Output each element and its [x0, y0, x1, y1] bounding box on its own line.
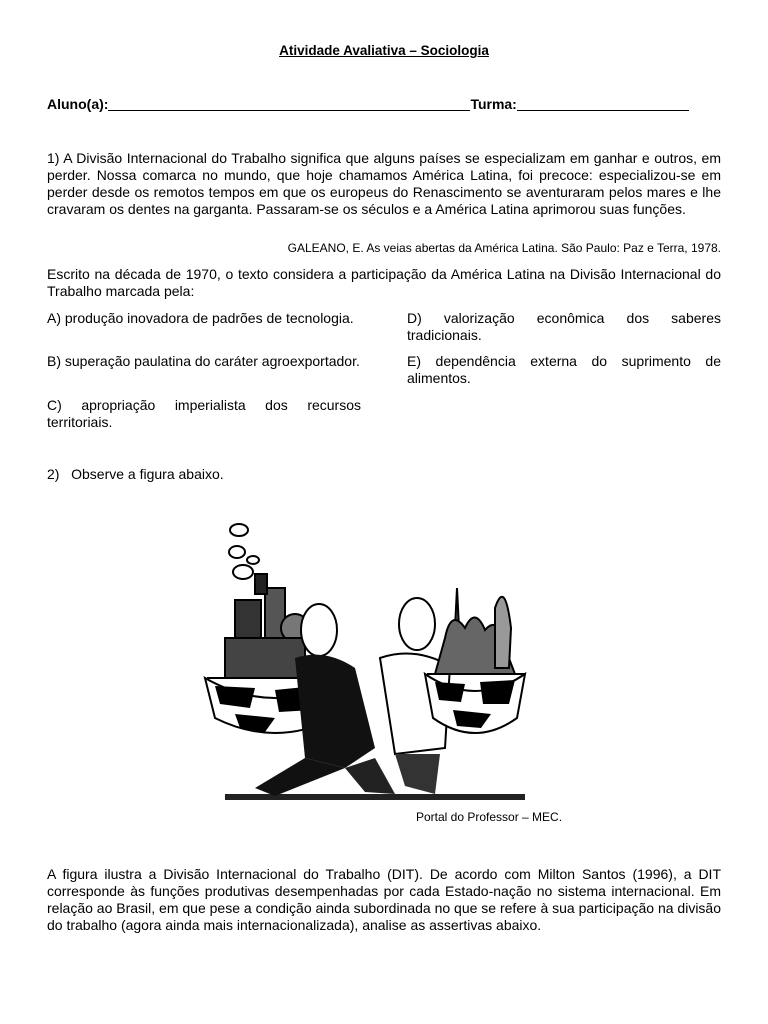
turma-blank — [517, 96, 689, 111]
figure-caption: Portal do Professor – MEC. — [416, 810, 563, 824]
option-a: A) produção inovadora de padrões de tecnologia. — [47, 310, 354, 326]
question-1-citation: GALEANO, E. As veias abertas da América Latina. São Paulo: Paz e Terra, 1978. — [287, 241, 721, 255]
question-2-title: 2) Observe a figura abaixo. — [47, 466, 224, 482]
aluno-blank — [108, 96, 470, 111]
aluno-label: Aluno(a): — [47, 96, 109, 112]
option-d: D) valorização econômica dos saberes tradicionais. — [407, 310, 721, 343]
page-title: Atividade Avaliativa – Sociologia — [279, 43, 489, 58]
question-1-prompt: Escrito na década de 1970, o texto considera a participação da América Latina na Divisão Internacional do Trabalho marcada pela: — [47, 266, 721, 299]
option-b: B) superação paulatina do caráter agroexportador. — [47, 353, 360, 369]
question-2-body: A figura ilustra a Divisão Internacional do Trabalho (DIT). De acordo com Milton Santos (1996), a DIT corresponde às funções produtivas desempenhadas por cada Estado-nação no sistema internacional. Em relação ao Brasil, em que pese a condição ainda subordinada no que se refere à sua participação na divisão do trabalho (agora ainda mais internacionalizada), analise as assertivas abaixo. — [47, 866, 721, 933]
dit-illustration — [195, 518, 535, 808]
option-c: C) apropriação imperialista dos recursos territoriais. — [47, 397, 361, 430]
option-e: E) dependência externa do suprimento de alimentos. — [407, 353, 721, 386]
student-info-line — [47, 96, 727, 112]
turma-label: Turma: — [470, 96, 517, 112]
question-1-text: 1) A Divisão Internacional do Trabalho significa que alguns países se especializam em ganhar e outros, em perder. Nossa comarca no mundo, que hoje chamamos América Latina, foi precoce: especializou-se em perder desde os remotos tempos em que os europeus do Renascimento se aventuraram pelos mares e lhe cravaram os dentes na garganta. Passaram-se os séculos e a América Latina aprimorou suas funções. — [47, 150, 721, 217]
